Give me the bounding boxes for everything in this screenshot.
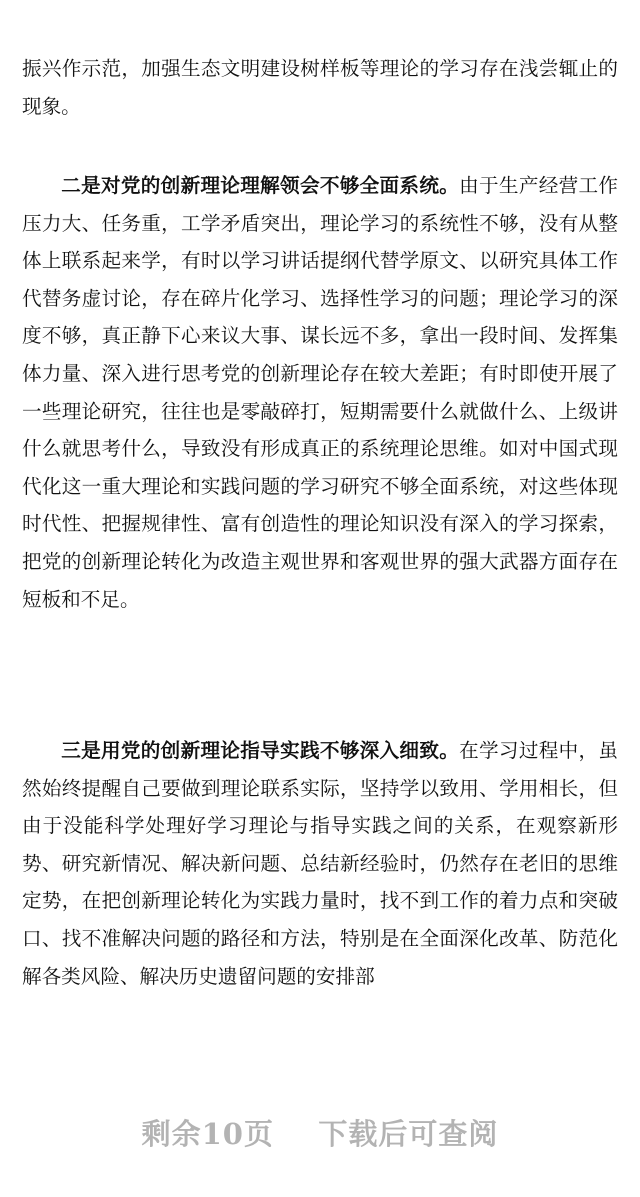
- paragraph-body: 在学习过程中，虽然始终提醒自己要做到理论联系实际，坚持学以致用、学用相长，但由于没能科学处理好学习理论与指导实践之间的关系，在观察新形势、研究新情况、解决新问题、总结新经验时，仍然存在老旧的思维定势，在把创新理论转化为实践力量时，找不到工作的着力点和突破口、找不准解决问题的路径和方法，特别是在全面深化改革、防范化解各类风险、解决历史遗留问题的安排部: [22, 739, 619, 988]
- paragraph-point-three: [22, 732, 618, 995]
- paragraph-continued: 振兴作示范，加强生态文明建设树样板等理论的学习存在浅尝辄止的现象。: [22, 57, 618, 118]
- paragraph-heading: 二是对党的创新理论理解领会不够全面系统。: [61, 174, 460, 197]
- remaining-pages-label: 剩余10页: [141, 1117, 274, 1151]
- paragraph-body: 由于生产经营工作压力大、任务重，工学矛盾突出，理论学习的系统性不够，没有从整体上联系起来学，有时以学习讲话提纲代替学原文、以研究具体工作代替务虚讨论，存在碎片化学习、选择性学习的问题；理论学习的深度不够，真正静下心来议大事、谋长远不多，拿出一段时间、发挥集体力量、深入进行思考党的创新理论存在较大差距；有时即使开展了一些理论研究，往往也是零敲碎打，短期需要什么就做什么、上级讲什么就思考什么，导致没有形成真正的系统理论思维。如对中国式现代化这一重大理论和实践问题的学习研究不够全面系统，对这些体现时代性、把握规律性、富有创造性的理论知识没有深入的学习探索，把党的创新理论转化为改造主观世界和客观世界的强大武器方面存在短板和不足。: [22, 174, 619, 611]
- download-prompt-banner[interactable]: [0, 1112, 640, 1153]
- paragraph-heading: 三是用党的创新理论指导实践不够深入细致。: [61, 739, 460, 762]
- download-hint-label: 下载后可查阅: [318, 1117, 499, 1151]
- paragraph-point-two: [22, 167, 618, 618]
